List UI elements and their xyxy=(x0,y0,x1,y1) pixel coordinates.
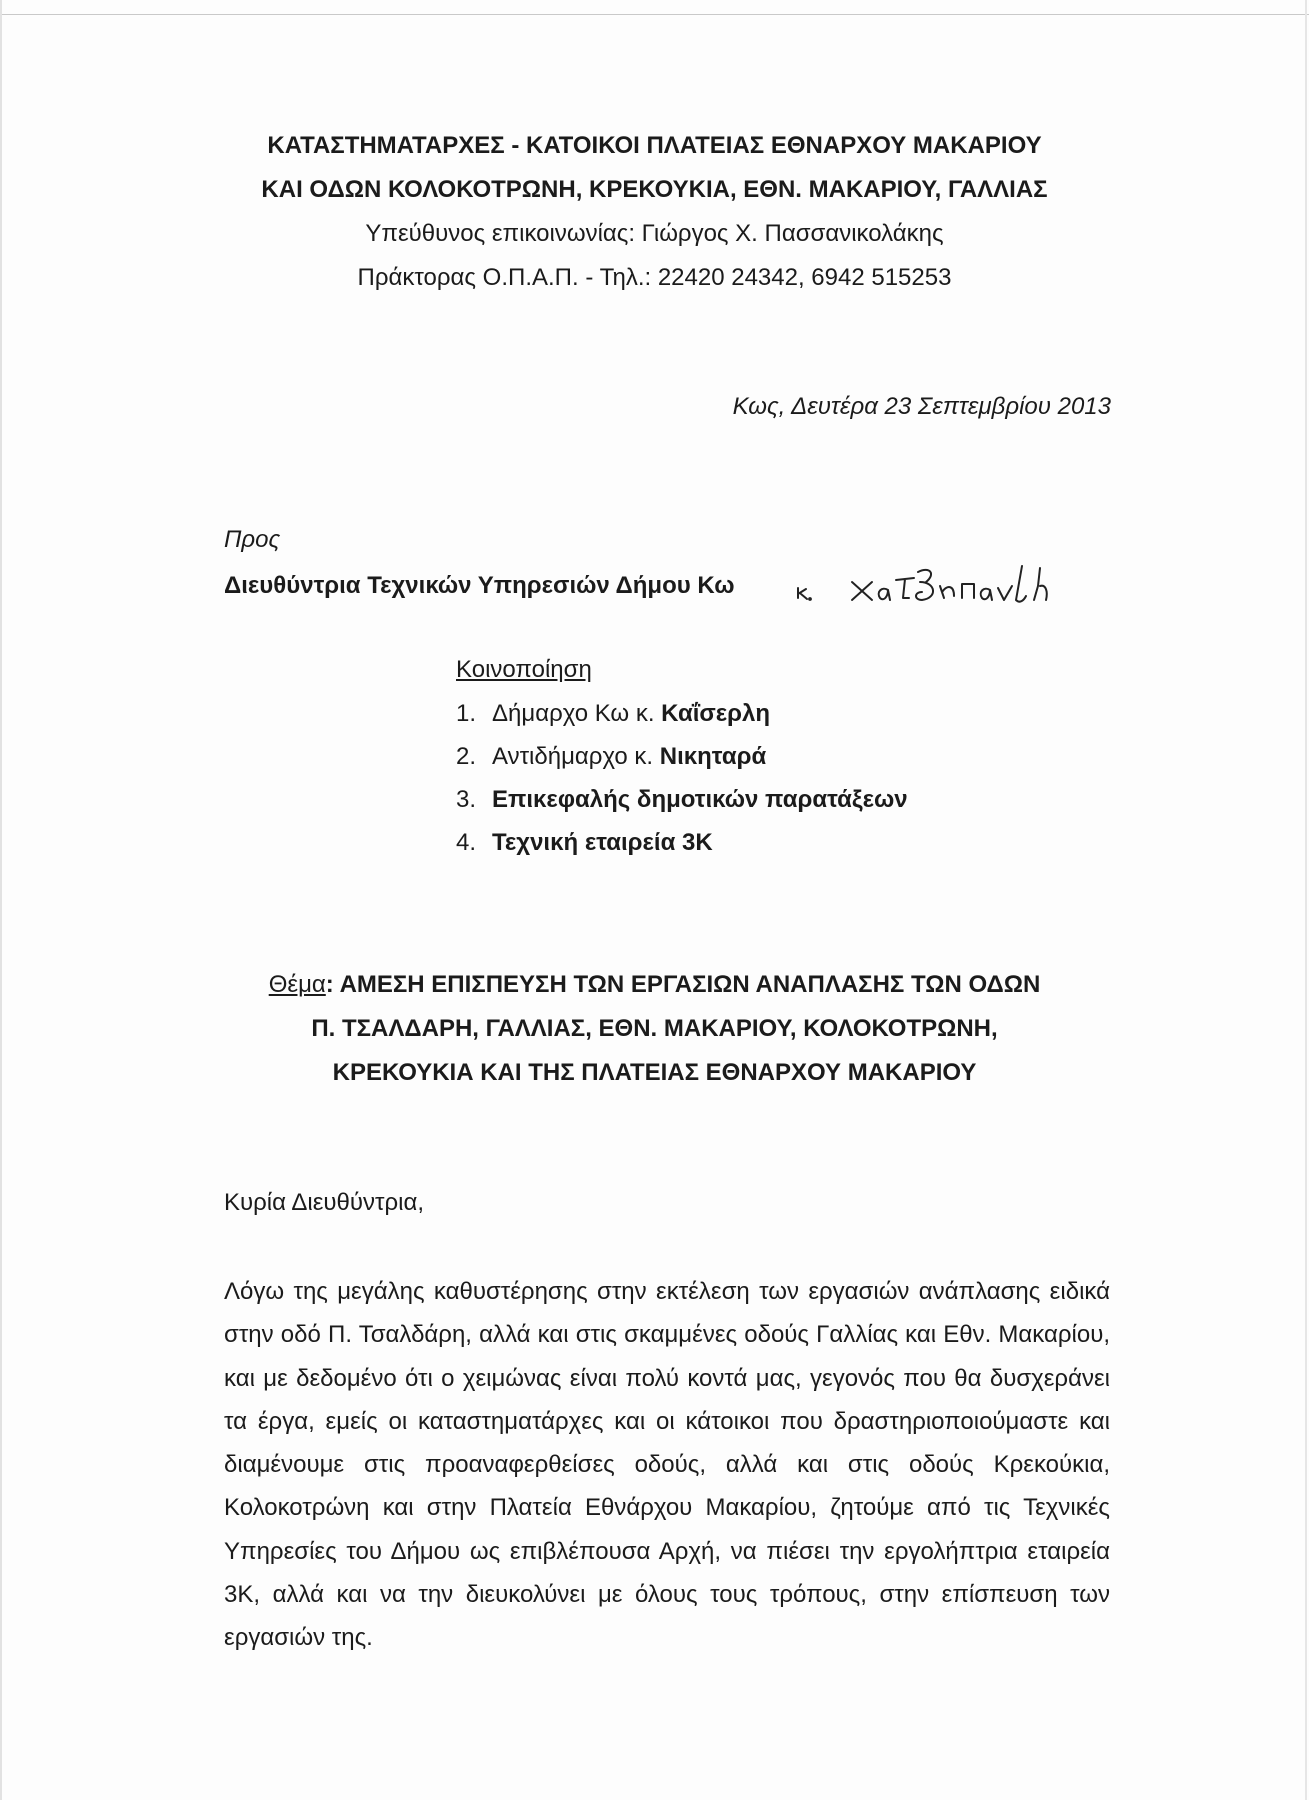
contact-phone: Πράκτορας Ο.Π.Α.Π. - Τηλ.: 22420 24342, 6942 515253 xyxy=(357,264,952,291)
cc-title: Κοινοποίηση xyxy=(456,656,592,683)
cc-item-number: 2. xyxy=(456,743,477,770)
scan-edge-line xyxy=(0,14,1309,15)
cc-item xyxy=(456,821,908,864)
salutation: Κυρία Διευθύντρια, xyxy=(224,1189,425,1216)
letterhead-line-2: ΚΑΙ ΟΔΩΝ ΚΟΛΟΚΟΤΡΩΝΗ, ΚΡΕΚΟΥΚΙΑ, ΕΘΝ. ΜΑΚΑΡΙΟΥ, ΓΑΛΛΙΑΣ xyxy=(261,176,1048,203)
contact-person: Υπεύθυνος επικοινωνίας: Γιώργος Χ. Πασσανικολάκης xyxy=(365,220,944,247)
handwritten-signature xyxy=(790,546,1080,606)
recipient: Διευθύντρια Τεχνικών Υπηρεσιών Δήμου Κω xyxy=(224,572,735,599)
cc-item xyxy=(456,778,908,821)
subject-block xyxy=(0,963,1309,1095)
letterhead xyxy=(0,124,1309,300)
cc-item-name: Νικηταρά xyxy=(659,743,767,770)
subject-label: Θέμα xyxy=(268,971,326,998)
cc-item-name: Επικεφαλής δημοτικών παρατάξεων xyxy=(492,786,908,813)
letterhead-line-1: ΚΑΤΑΣΤΗΜΑΤΑΡΧΕΣ - ΚΑΤΟΙΚΟΙ ΠΛΑΤΕΙΑΣ ΕΘΝΑΡΧΟΥ ΜΑΚΑΡΙΟΥ xyxy=(267,132,1042,159)
cc-item xyxy=(456,735,908,778)
cc-item-prefix: Αντιδήμαρχο κ. xyxy=(492,743,660,770)
cc-item-number: 1. xyxy=(456,700,477,727)
subject-line-3: ΚΡΕΚΟΥΚΙΑ ΚΑΙ ΤΗΣ ΠΛΑΤΕΙΑΣ ΕΘΝΑΡΧΟΥ ΜΑΚΑΡΙΟΥ xyxy=(332,1059,977,1086)
cc-item-number: 4. xyxy=(456,829,477,856)
cc-item-name: Καΐσερλη xyxy=(661,700,771,727)
cc-item-number: 3. xyxy=(456,786,477,813)
subject-text-1: ΑΜΕΣΗ ΕΠΙΣΠΕΥΣΗ ΤΩΝ ΕΡΓΑΣΙΩΝ ΑΝΑΠΛΑΣΗΣ ΤΩΝ ΟΔΩΝ xyxy=(339,971,1041,998)
cc-section xyxy=(456,656,908,864)
cc-item xyxy=(456,692,908,735)
letter-date: Κως, Δευτέρα 23 Σεπτεμβρίου 2013 xyxy=(732,393,1111,420)
to-label: Προς xyxy=(224,526,281,553)
subject-line-2: Π. ΤΣΑΛΔΑΡΗ, ΓΑΛΛΙΑΣ, ΕΘΝ. ΜΑΚΑΡΙΟΥ, ΚΟΛΟΚΟΤΡΩΝΗ, xyxy=(311,1015,998,1042)
subject-line-1: Θέμα: ΑΜΕΣΗ ΕΠΙΣΠΕΥΣΗ ΤΩΝ ΕΡΓΑΣΙΩΝ ΑΝΑΠΛΑΣΗΣ ΤΩΝ ΟΔΩΝ xyxy=(268,971,1041,998)
body-paragraph: Λόγω της μεγάλης καθυστέρησης στην εκτέλεση των εργασιών ανάπλασης ειδικά στην οδό Π. Τσαλδάρη, αλλά και στις σκαμμένες οδούς Γαλλίας και Εθν. Μακαρίου, και με δεδομένο ότι ο χειμώνας είναι πολύ κοντά μας, γεγονός που θα δυσχεράνει τα έργα, εμείς οι καταστηματάρχες και οι κάτοικοι που δραστηριοποιούμαστε και διαμένουμε στις προαναφερθείσες οδούς, αλλά και στις οδούς Κρεκούκια, Κολοκοτρώνη και στην Πλατεία Εθνάρχου Μακαρίου, ζητούμε από τις Τεχνικές Υπηρεσίες του Δήμου ως επιβλέπουσα Αρχή, να πιέσει την εργολήπτρια εταιρεία 3Κ, αλλά και να την διευκολύνει με όλους τους τρόπους, στην επίσπευση των εργασιών της. xyxy=(224,1278,1110,1652)
cc-list xyxy=(456,692,908,864)
cc-item-prefix: Δήμαρχο Κω κ. xyxy=(492,700,662,727)
cc-item-name: Τεχνική εταιρεία 3Κ xyxy=(492,829,713,856)
